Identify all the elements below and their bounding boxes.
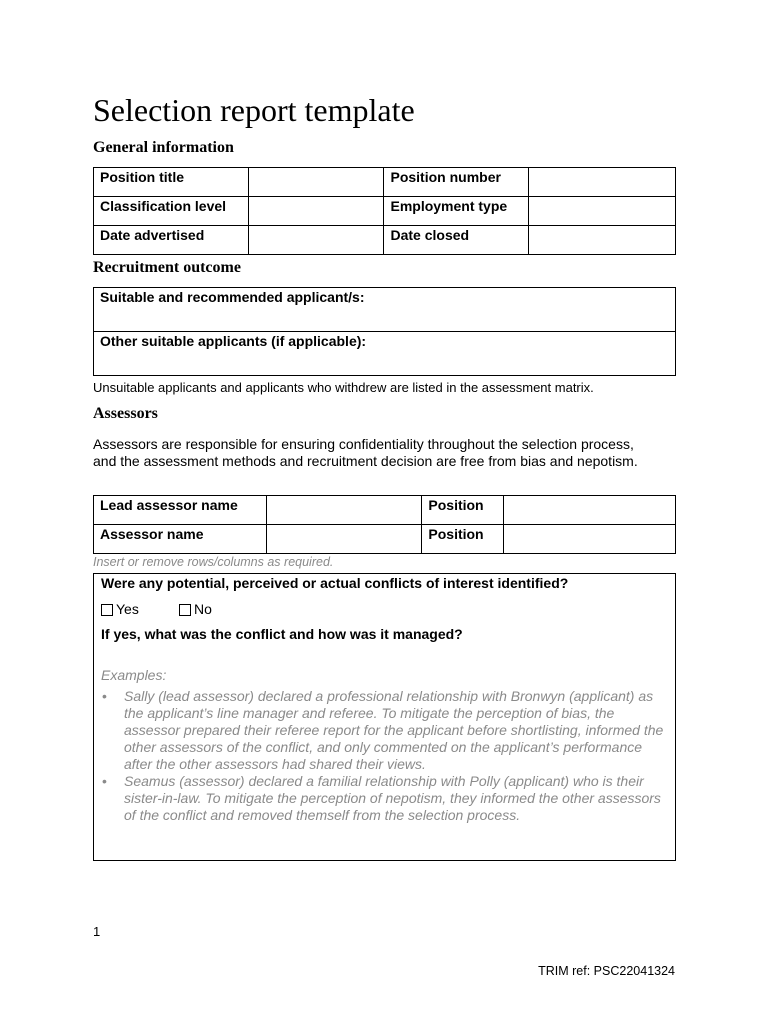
lead-assessor-name-field[interactable]: [266, 496, 422, 525]
trim-reference: TRIM ref: PSC22041324: [538, 964, 675, 978]
employment-type-label: Employment type: [384, 197, 529, 226]
examples-label: Examples:: [101, 667, 167, 683]
no-option[interactable]: [179, 601, 212, 618]
examples-list: [101, 688, 666, 824]
list-item: [101, 688, 666, 773]
row-divider: [94, 331, 675, 332]
classification-level-field[interactable]: [248, 197, 384, 226]
lead-assessor-position-field[interactable]: [504, 496, 676, 525]
yes-label: Yes: [116, 601, 139, 617]
recruitment-outcome-box: [93, 287, 676, 376]
classification-level-label: Classification level: [94, 197, 249, 226]
assessors-table: [93, 495, 676, 554]
yes-checkbox[interactable]: [101, 604, 113, 616]
no-label: No: [194, 601, 212, 617]
table-row: [94, 197, 676, 226]
date-advertised-label: Date advertised: [94, 226, 249, 255]
position-number-label: Position number: [384, 168, 529, 197]
general-information-heading: General information: [93, 139, 234, 156]
conflicts-question: Were any potential, perceived or actual conflicts of interest identified?: [101, 575, 569, 591]
page-number: 1: [93, 924, 101, 939]
table-row: [94, 168, 676, 197]
unsuitable-applicants-note: Unsuitable applicants and applicants who withdrew are listed in the assessment matrix.: [93, 380, 594, 395]
page-title: Selection report template: [93, 92, 415, 128]
example-text: Seamus (assessor) declared a familial relationship with Polly (applicant) who is their sister-in-law. To mitigate the perception of nepotism, they informed the other assessors of the conflict and removed themself from the selection process.: [124, 773, 661, 823]
recruitment-outcome-heading: Recruitment outcome: [93, 259, 241, 276]
conflict-followup-question: If yes, what was the conflict and how was it managed?: [101, 626, 463, 642]
list-item: [101, 773, 666, 824]
assessors-intro: Assessors are responsible for ensuring confidentiality throughout the selection process, and the assessment methods and recruitment decision are free from bias and nepotism.: [93, 436, 638, 469]
bullet-icon: •: [102, 773, 107, 789]
employment-type-field[interactable]: [529, 197, 676, 226]
position-title-field[interactable]: [248, 168, 384, 197]
date-closed-label: Date closed: [384, 226, 529, 255]
assessor-position-label: Position: [422, 525, 504, 554]
suitable-applicants-label: Suitable and recommended applicant/s:: [100, 289, 365, 305]
general-information-table: [93, 167, 676, 255]
conflicts-box: [93, 573, 676, 861]
yes-option[interactable]: [101, 601, 139, 618]
table-note: Insert or remove rows/columns as required.: [93, 555, 334, 569]
bullet-icon: •: [102, 688, 107, 704]
table-row: [94, 496, 676, 525]
assessors-heading: Assessors: [93, 405, 158, 422]
table-row: [94, 525, 676, 554]
position-number-field[interactable]: [529, 168, 676, 197]
lead-assessor-position-label: Position: [422, 496, 504, 525]
example-text: Sally (lead assessor) declared a professional relationship with Bronwyn (applicant) as the applicant’s line manager and referee. To mitigate the perception of bias, the assessor prepared their referee report for the applicant before shortlisting, informed the other assessors of the conflict, and only commented on the applicant’s performance after the other assessors had shared their views.: [124, 688, 664, 772]
other-applicants-label: Other suitable applicants (if applicable):: [100, 333, 367, 349]
lead-assessor-name-label: Lead assessor name: [94, 496, 267, 525]
assessor-position-field[interactable]: [504, 525, 676, 554]
position-title-label: Position title: [94, 168, 249, 197]
assessor-name-field[interactable]: [266, 525, 422, 554]
assessor-name-label: Assessor name: [94, 525, 267, 554]
date-advertised-field[interactable]: [248, 226, 384, 255]
no-checkbox[interactable]: [179, 604, 191, 616]
table-row: [94, 226, 676, 255]
date-closed-field[interactable]: [529, 226, 676, 255]
